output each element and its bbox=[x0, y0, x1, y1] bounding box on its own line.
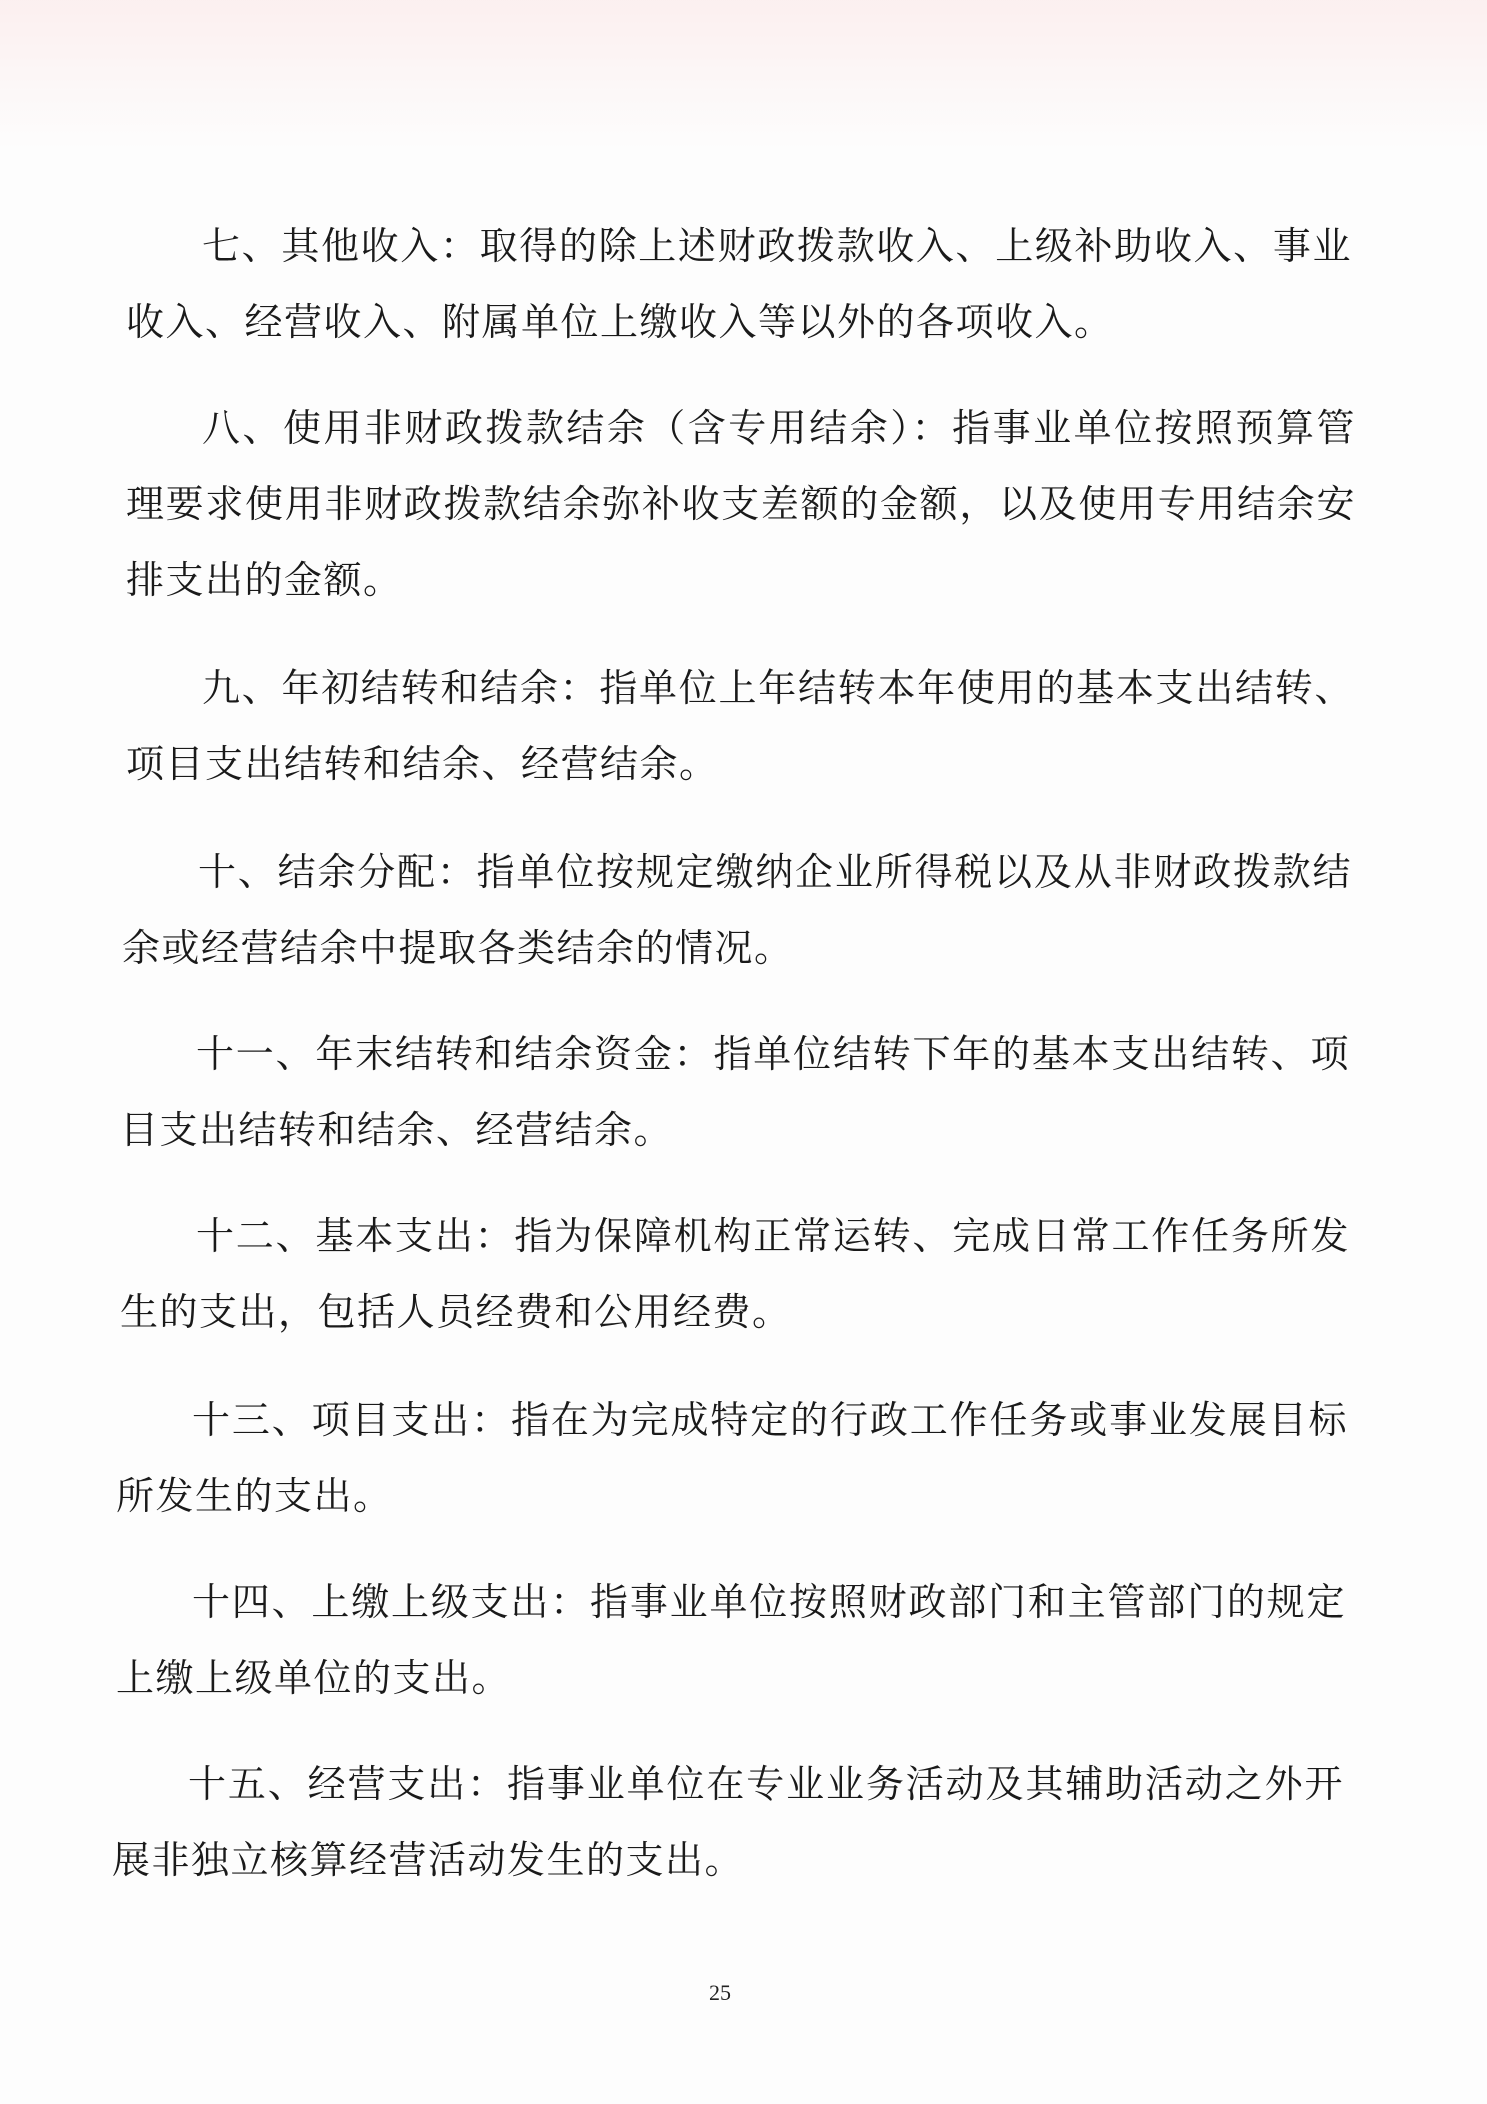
paragraph-other-income: 七、其他收入：取得的除上述财政拨款收入、上级补助收入、事业收入、经营收入、附属单位上缴收入等以外的各项收入。 bbox=[126, 224, 1352, 344]
paragraph-non-fiscal-surplus-use: 八、使用非财政拨款结余（含专用结余）：指事业单位按照预算管理要求使用非财政拨款结余弥补收支差额的金额，以及使用专用结余安排支出的金额。 bbox=[126, 406, 1356, 602]
paragraph-basic-expenditure: 十二、基本支出：指为保障机构正常运转、完成日常工作任务所发生的支出，包括人员经费和公用经费。 bbox=[120, 1214, 1350, 1334]
paragraph-project-expenditure: 十三、项目支出：指在为完成特定的行政工作任务或事业发展目标所发生的支出。 bbox=[116, 1398, 1348, 1518]
scan-edge-tint bbox=[0, 0, 1487, 150]
paragraph-surplus-distribution: 十、结余分配：指单位按规定缴纳企业所得税以及从非财政拨款结余或经营结余中提取各类结余的情况。 bbox=[122, 850, 1352, 970]
paragraph-operating-expenditure: 十五、经营支出：指事业单位在专业业务活动及其辅助活动之外开展非独立核算经营活动发生的支出。 bbox=[112, 1762, 1344, 1882]
paragraph-opening-carryover: 九、年初结转和结余：指单位上年结转本年使用的基本支出结转、项目支出结转和结余、经营结余。 bbox=[126, 666, 1354, 786]
page-number: 25 bbox=[709, 1980, 731, 2005]
paragraph-closing-carryover: 十一、年末结转和结余资金：指单位结转下年的基本支出结转、项目支出结转和结余、经营结余。 bbox=[120, 1032, 1350, 1152]
paragraph-remittance-expenditure: 十四、上缴上级支出：指事业单位按照财政部门和主管部门的规定上缴上级单位的支出。 bbox=[116, 1580, 1346, 1700]
